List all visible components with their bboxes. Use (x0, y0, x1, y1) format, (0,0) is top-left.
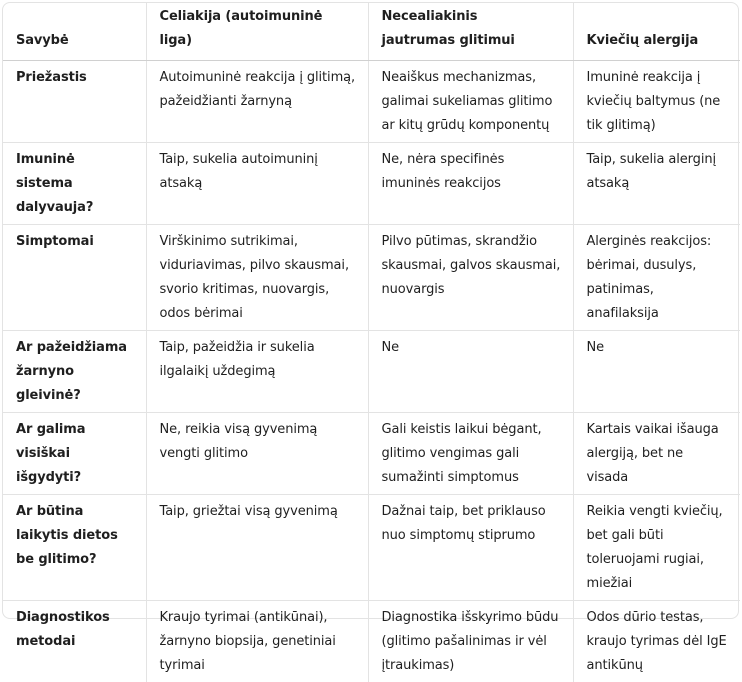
table-row (3, 413, 740, 495)
header-savybe: Savybė (3, 3, 146, 61)
table-cell: Ne, reikia visą gyvenimą vengti glitimo (146, 413, 368, 495)
table-cell: Gali keistis laikui bėgant, glitimo vengimas gali sumažinti simptomus (368, 413, 573, 495)
table-cell: Diagnostika išskyrimo būdu (glitimo pašalinimas ir vėl įtraukimas) (368, 601, 573, 682)
table-cell: Imuninė reakcija į kviečių baltymus (ne tik glitimą) (573, 61, 740, 143)
table-cell: Taip, pažeidžia ir sukelia ilgalaikį uždegimą (146, 331, 368, 413)
table-cell: Kartais vaikai išauga alergiją, bet ne visada (573, 413, 740, 495)
table-row (3, 331, 740, 413)
header-jautrumas: Necealiakinis jautrumas glitimui (368, 3, 573, 61)
header-row (3, 3, 740, 61)
table-cell: Kraujo tyrimai (antikūnai), žarnyno biopsija, genetiniai tyrimai (146, 601, 368, 682)
table-cell: Reikia vengti kviečių, bet gali būti toleruojami rugiai, miežiai (573, 495, 740, 601)
comparison-table (3, 3, 740, 682)
table-cell: Taip, sukelia alerginį atsaką (573, 143, 740, 225)
table-cell: Odos dūrio testas, kraujo tyrimas dėl IgE antikūnų (573, 601, 740, 682)
table-cell: Ne, nėra specifinės imuninės reakcijos (368, 143, 573, 225)
row-label-simptomai: Simptomai (3, 225, 146, 331)
table-row (3, 61, 740, 143)
row-label-isgydyti: Ar galima visiškai išgydyti? (3, 413, 146, 495)
table-row (3, 225, 740, 331)
row-label-imunine-sistema: Imuninė sistema dalyvauja? (3, 143, 146, 225)
table-cell: Alerginės reakcijos: bėrimai, dusulys, patinimas, anafilaksija (573, 225, 740, 331)
table-cell: Taip, sukelia autoimuninį atsaką (146, 143, 368, 225)
table-cell: Autoimuninė reakcija į glitimą, pažeidžianti žarnyną (146, 61, 368, 143)
table-row (3, 143, 740, 225)
table-cell: Taip, griežtai visą gyvenimą (146, 495, 368, 601)
table-cell: Neaiškus mechanizmas, galimai sukeliamas glitimo ar kitų grūdų komponentų (368, 61, 573, 143)
row-label-dieta: Ar būtina laikytis dietos be glitimo? (3, 495, 146, 601)
row-label-gleivine: Ar pažeidžiama žarnyno gleivinė? (3, 331, 146, 413)
row-label-priezastis: Priežastis (3, 61, 146, 143)
table-cell: Dažnai taip, bet priklauso nuo simptomų stiprumo (368, 495, 573, 601)
table-row (3, 601, 740, 682)
table-cell: Ne (573, 331, 740, 413)
table-cell: Virškinimo sutrikimai, viduriavimas, pilvo skausmai, svorio kritimas, nuovargis, odos bėrimai (146, 225, 368, 331)
header-alergija: Kviečių alergija (573, 3, 740, 61)
table-cell: Pilvo pūtimas, skrandžio skausmai, galvos skausmai, nuovargis (368, 225, 573, 331)
table-cell: Ne (368, 331, 573, 413)
header-celiakija: Celiakija (autoimuninė liga) (146, 3, 368, 61)
row-label-diagnostika: Diagnostikos metodai (3, 601, 146, 682)
comparison-table-container (2, 2, 739, 619)
table-row (3, 495, 740, 601)
